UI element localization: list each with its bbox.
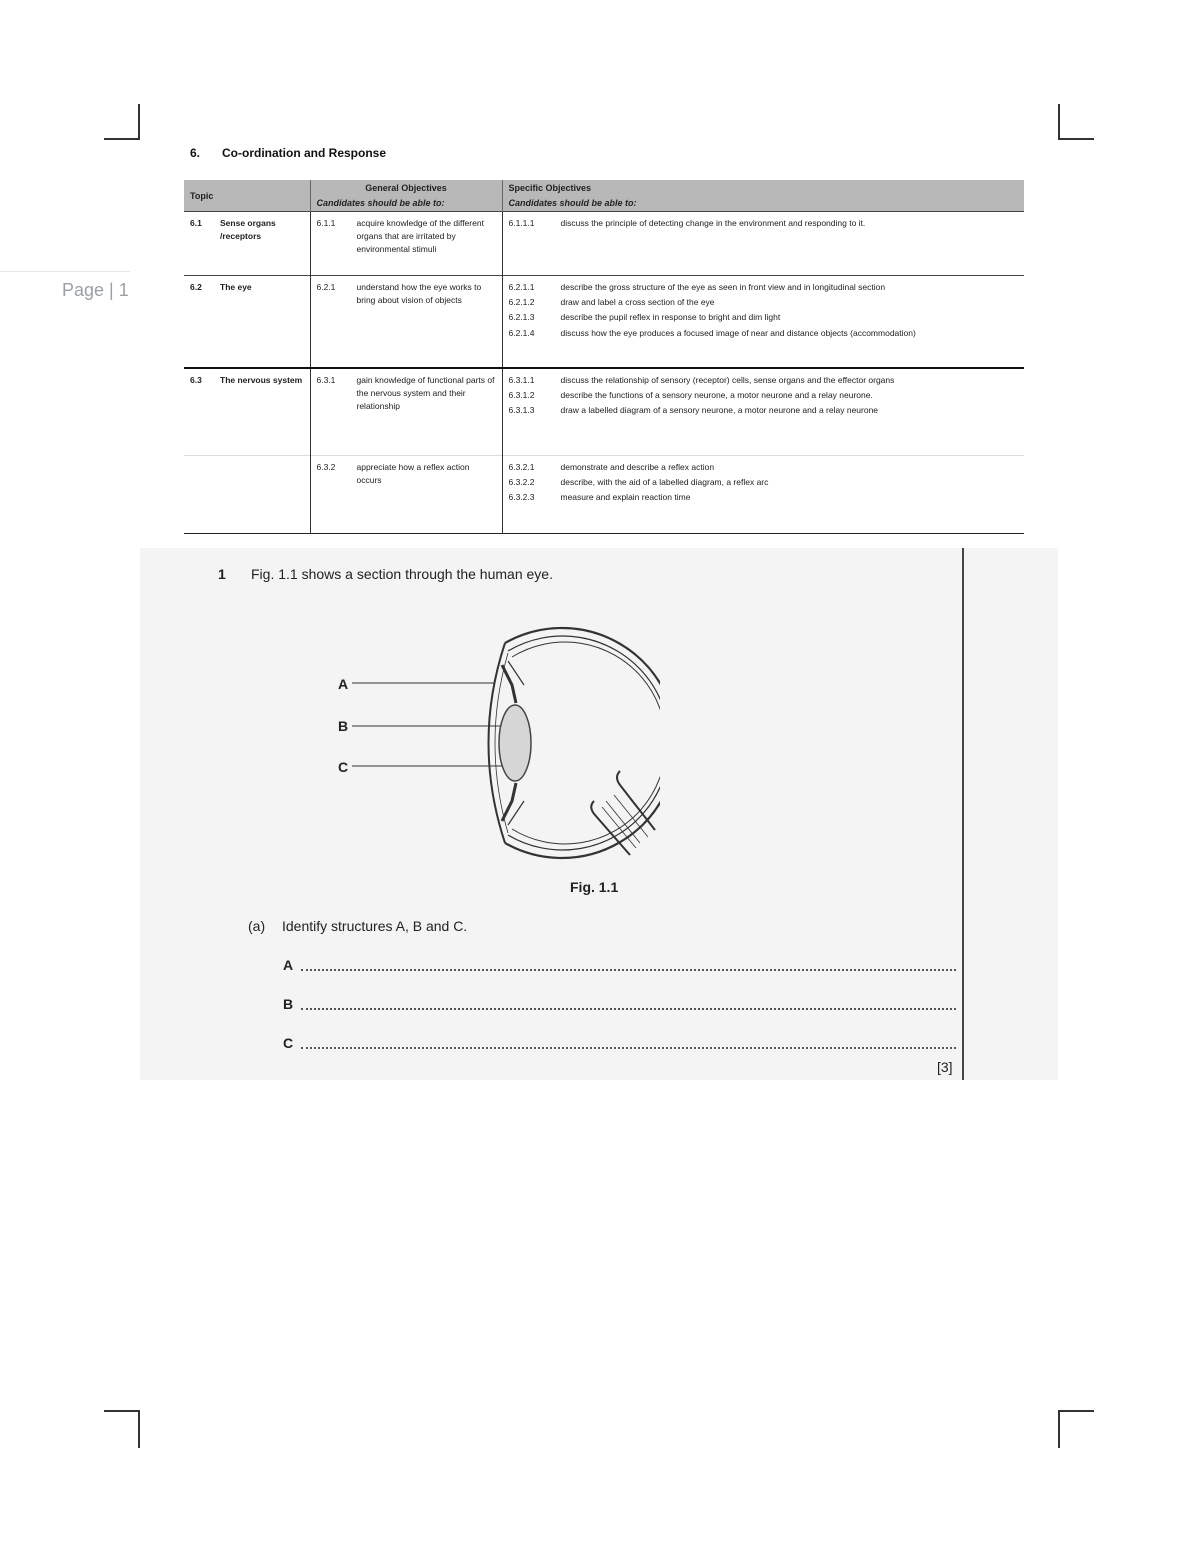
topic-cell: 6.1 Sense organs /receptors <box>184 212 310 276</box>
syllabus-table <box>184 180 1024 534</box>
general-objective-cell: 6.3.2 appreciate how a reflex action occurs <box>310 456 502 534</box>
header-general-sub: Candidates should be able to: <box>316 198 445 208</box>
list-item: 6.2.1.3 describe the pupil reflex in response to bright and dim light <box>508 312 781 323</box>
list-item: 6.3.2.2 describe, with the aid of a labelled diagram, a reflex arc <box>508 477 769 488</box>
header-general <box>310 180 502 212</box>
lens <box>499 705 531 781</box>
figure-label-b: B <box>338 718 349 734</box>
page-label-separator <box>0 271 130 272</box>
list-item: 6.2.1.4 discuss how the eye produces a focused image of near and distance objects (accommodation) <box>508 327 916 338</box>
section-number: 6. <box>190 146 201 160</box>
answer-label: C <box>283 1035 294 1051</box>
figure-label-a: A <box>338 676 349 692</box>
list-item: 6.3.2.3 measure and explain reaction time <box>508 492 691 503</box>
answer-label: B <box>283 996 294 1012</box>
answer-line-a[interactable] <box>283 957 293 973</box>
section-title <box>190 146 386 160</box>
list-item: 6.3.1.3 draw a labelled diagram of a sensory neurone, a motor neurone and a relay neurone <box>508 404 879 415</box>
table-row <box>184 456 1024 534</box>
list-item: 6.1.1.1 discuss the principle of detecting change in the environment and responding to it. <box>508 218 866 228</box>
general-objective-cell: 6.3.1 gain knowledge of functional parts of the nervous system and their relationship <box>310 368 502 456</box>
answer-label: A <box>283 957 294 973</box>
retina-outline <box>512 642 660 844</box>
list-item: 6.2.1.2 draw and label a cross section of the eye <box>508 297 715 308</box>
question-margin-rule <box>962 548 964 1080</box>
answer-line-c[interactable] <box>283 1035 293 1051</box>
header-specific-label: Specific Objectives <box>508 183 592 193</box>
header-general-label: General Objectives <box>365 183 447 193</box>
question-text: Fig. 1.1 shows a section through the human eye. <box>251 566 553 582</box>
list-item: 6.3.1.1 discuss the relationship of sensory (receptor) cells, sense organs and the effector organs <box>508 374 895 385</box>
question-part <box>248 918 467 934</box>
table-row <box>184 276 1024 368</box>
list-item: 6.2.1.1 describe the gross structure of the eye as seen in front view and in longitudinal section <box>508 282 886 292</box>
section-heading: Co-ordination and Response <box>222 146 387 160</box>
specific-objective-cell <box>502 368 1024 456</box>
page-label: Page | 1 <box>62 280 129 300</box>
general-objective-cell: 6.1.1 acquire knowledge of the different organs that are irritated by environmental stimuli <box>310 212 502 276</box>
specific-objective-cell <box>502 456 1024 534</box>
header-specific <box>502 180 1024 212</box>
header-specific-sub: Candidates should be able to: <box>508 198 637 208</box>
answer-dotted-line[interactable] <box>301 969 956 971</box>
syllabus-header-row <box>184 180 1024 212</box>
specific-objective-cell <box>502 276 1024 368</box>
answer-dotted-line[interactable] <box>301 1047 956 1049</box>
general-objective-cell: 6.2.1 understand how the eye works to bring about vision of objects <box>310 276 502 368</box>
answer-dotted-line[interactable] <box>301 1008 956 1010</box>
marks-indicator: [3] <box>937 1059 953 1075</box>
header-topic: Topic <box>184 180 310 212</box>
eye-section-diagram <box>330 625 660 870</box>
topic-cell: 6.3 The nervous system <box>184 368 310 456</box>
table-row <box>184 212 1024 276</box>
question-number: 1 <box>218 566 226 582</box>
topic-cell: 6.2 The eye <box>184 276 310 368</box>
topic-cell <box>184 456 310 534</box>
specific-objective-cell <box>502 212 1024 276</box>
table-row <box>184 368 1024 456</box>
list-item: 6.3.1.2 describe the functions of a sensory neurone, a motor neurone and a relay neurone. <box>508 389 873 400</box>
answer-line-b[interactable] <box>283 996 293 1012</box>
part-text: Identify structures A, B and C. <box>282 918 468 934</box>
figure-label-c: C <box>338 759 349 775</box>
part-label: (a) <box>248 918 266 934</box>
figure-caption: Fig. 1.1 <box>570 879 619 895</box>
list-item: 6.3.2.1 demonstrate and describe a reflex action <box>508 462 715 472</box>
